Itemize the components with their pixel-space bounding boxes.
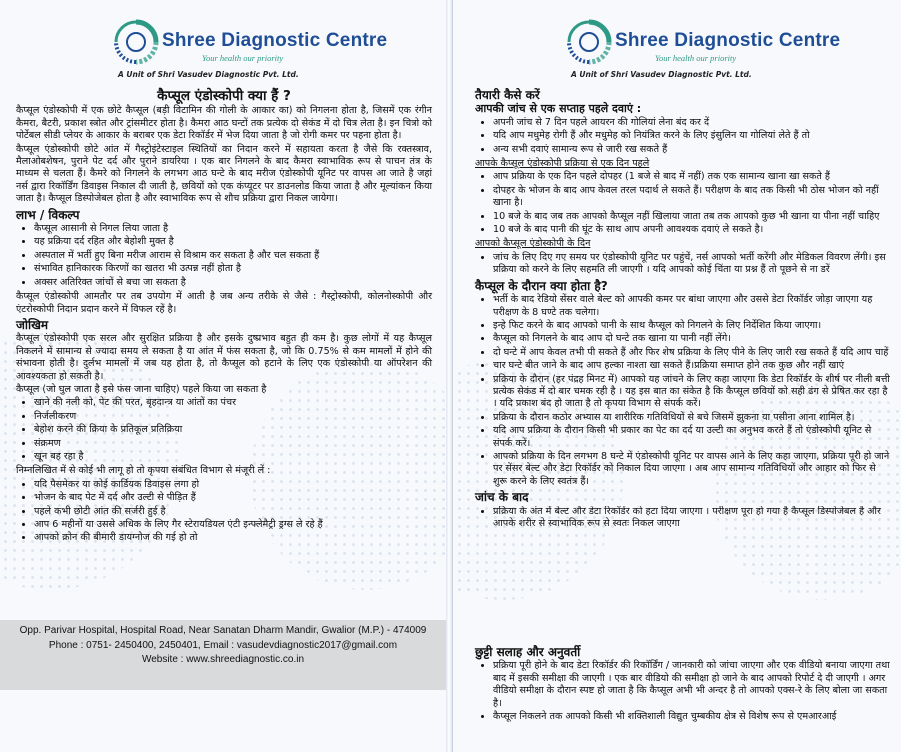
brand-tagline: Your health our priority	[655, 53, 737, 63]
risks-lead: कैप्सूल (जो घुल जाता है इसे फंस जाना चाहिए) पहले किया जा सकता है	[16, 383, 267, 395]
logo-icon	[112, 18, 160, 66]
brand-unit: A Unit of Shri Vasudev Diagnostic Pvt. Ltd.	[571, 70, 752, 79]
intro-paragraph: कैप्सूल एंडोस्कोपी छोटे आंत में गैस्ट्रोइंटेस्टाइल स्थितियों का निदान करने में सहायता करता है जैसे कि रक्तस्त्राव, मैलाओबशेषन, पुराने पेट दर्द और पुराने डायरिया । एक बार निगलने के बाद कैमरा स्वाभाविक रूप से पाचन तंत्र के माध्यम से चलता हैं। कैमरे को निगलने के लगभग आठ घन्टे के बाद मरीज एंडोस्कोपी यूनिट पर वापस आ जाते है जहां नर्स द्वारा रिकॉर्डिंग डिवाइस निकाल दी जाती है, छवियों को एक कंप्यूटर पर डाउनलोड किया जाता है और मूल्यांकन किया जाता है। कैप्सूल डिस्पोजेबल होता है और स्वाभाविक रूप से शौच प्रक्रिया द्वारा निकल जायेगा।	[16, 143, 432, 205]
logo-icon	[565, 18, 613, 66]
page-title: कैप्सूल एंडोस्कोपी क्या हैं ?	[157, 88, 291, 104]
benefits-heading: लाभ / विकल्प	[16, 207, 80, 222]
list-item: • कैप्सूल आसानी से निगल लिया जाता है	[34, 223, 432, 235]
contra-list	[16, 479, 432, 545]
benefits-list	[16, 223, 432, 289]
list-item: • 10 बजे के बाद पानी की घूंट के साथ आप अपनी आवश्यक दवाएं ले सकते है।	[493, 224, 892, 236]
list-item: • प्रक्रिया के दौरान कठोर अभ्यास या शारीरिक गतिविधियों से बचे जिसमें झुकना या पसीना आना शामिल है।	[493, 412, 892, 424]
right-page	[452, 0, 901, 752]
list-item: • पहले कभी छोटी आंत की सर्जरी हुई है	[34, 506, 432, 518]
left-page	[0, 0, 447, 752]
brand	[162, 30, 387, 63]
list-item: • चार घन्टे बीत जाने के बाद आप हल्का नाश्ता खा सकते हैं।प्रक्रिया समाप्त होने तक कुछ और नहीं खाएं	[493, 360, 892, 372]
list-item: • अन्य सभी दवाएं सामान्य रूप से जारी रख सकते हैं	[493, 144, 892, 156]
list-item: • आप प्रक्रिया के एक दिन पहले दोपहर (1 बजे से बाद में नहीं) तक एक सामान्य खाना खा सकते हैं	[493, 171, 892, 183]
list-item: • अस्पताल में भर्ती हुए बिना मरीज आराम से विश्राम कर सकता है और चल सकता हैं	[34, 250, 432, 262]
day-of-list	[475, 252, 892, 277]
after-list	[475, 506, 892, 530]
list-item: • संक्रमण	[34, 438, 432, 450]
day-of-heading: आपको कैप्सूल एंडोस्कोपी के दिन	[475, 238, 591, 250]
discharge-heading: छुट्टी सलाह और अनुवर्ती	[475, 645, 581, 659]
brand-unit: A Unit of Shri Vasudev Diagnostic Pvt. Ltd.	[118, 70, 299, 79]
list-item: • प्रक्रिया के दौरान (हर पंद्रह मिनट में) आपको यह जांचने के लिए कहा जाएगा कि डेटा रिकॉर्डर के शीर्ष पर नीली बत्ती प्रत्येक सेकंड में दो बार चमक रही है । यह इस बात का संकेत है कि कैप्सूल छवियों को सही ढंग से प्रेषित कर रहा है । यदि प्रकाश बंद हो जाता है तो कृपया विभाग से संपर्क करें।	[493, 374, 892, 411]
list-item: • खून बह रहा है	[34, 451, 432, 463]
list-item: • निर्जलीकरण	[34, 411, 432, 423]
list-item: • इन्हे फिट करने के बाद आपको पानी के साथ कैप्सूल को निगलने के लिए निर्देशित किया जाएगा।	[493, 320, 892, 332]
prep-heading: तैयारी कैसे करें	[475, 88, 540, 102]
list-item: • यह प्रक्रिया दर्द रहित और बेहोशी मुक्त है	[34, 236, 432, 248]
during-heading: कैप्सूल के दौरान क्या होता है?	[475, 278, 608, 293]
list-item: • संभावित हानिकारक किरणों का खतरा भी उत्पन्न नहीं होता है	[34, 263, 432, 275]
brand-name: Shree Diagnostic Centre	[615, 30, 841, 51]
day-before-list	[475, 171, 892, 236]
discharge-section	[453, 643, 901, 725]
header	[453, 0, 901, 88]
list-item: • अपनी जांच से 7 दिन पहले आयरन की गोलियां लेना बंद कर दें	[493, 117, 892, 129]
list-item: • जांच के लिए दिए गए समय पर एंडोस्कोपी यूनिट पर पहुंचें, नर्स आपको भर्ती करेंगी और मेडिकल विवरण लेंगी। इस प्रक्रिया को करने के लिए सहमति ली जाएगी । यदि आपको कोई चिंता या प्रश्न हैं तो पूछने से ना डरें	[493, 252, 892, 277]
list-item: • 10 बजे के बाद जब तक आपको कैप्सूल नहीं खिलाया जाता तब तक आपको कुछ भी खाना या पीना नहीं चाहिए	[493, 211, 892, 223]
day-before-heading: आपके कैप्सूल एंडोस्कोपी प्रक्रिया से एक दिन पहले	[475, 158, 650, 170]
list-item: • आपको प्रक्रिया के दिन लगभग 8 घन्टे में एंडोस्कोपी यूनिट पर वापस आने के लिए कहा जाएगा, प्रक्रिया पूरी हो जाने पर सेंसर बेल्ट और डेटा रिकॉर्डर को निकाल दिया जाएगा । अब आप सामान्य गतिविधियों और आहार को फिर से शुरू करने के लिए स्वतंत्र हैं।	[493, 451, 892, 488]
contact-footer	[0, 620, 446, 690]
during-list	[475, 294, 892, 488]
list-item: • आपको क्रोन की बीमारी डायग्नोज की गई हो तो	[34, 532, 432, 544]
list-item: • भोजन के बाद पेट में दर्द और उल्टी से पीड़ित हैं	[34, 492, 432, 504]
after-heading: जांच के बाद	[475, 490, 529, 505]
list-item: • खाने की नली को, पेट की परत, बृहदान्त्र या आंतों का पंचर	[34, 397, 432, 409]
risks-heading: जोखिम	[16, 317, 49, 332]
list-item: • कैप्सूल को निगलने के बाद आप दो घन्टे तक खाना या पानी नहीं लेंगे।	[493, 333, 892, 345]
footer-phone: Phone : 0751- 2450400, 2450401, Email : vasudevdiagnostic2017@gmail.com	[48, 639, 398, 651]
brand	[615, 30, 840, 63]
header	[0, 0, 446, 88]
left-content	[0, 90, 446, 545]
risks-paragraph: कैप्सूल एंडोस्कोपी एक सरल और सुरक्षित प्रक्रिया है और इसके दुष्प्रभाव बहुत ही कम है। कुछ लोगों में यह कैप्सूल निकलने में सामान्य से ज्यादा समय ले सकता है या आंत में फंस सकता है, जो कि 0.75% से कम मामलों में होने की संभावना होती है। दुर्लभ मामलों में जब यह होता है, तो कैप्सूल को हटाने के लिए एक एंडोस्कोपी या ऑपरेशन की आवश्यकता हो सकती है।	[16, 333, 432, 382]
discharge-list	[475, 660, 892, 723]
footer-address: Opp. Parivar Hospital, Hospital Road, Near Sanatan Dharm Mandir, Gwalior (M.P.) - 474009	[19, 625, 427, 636]
list-item: • यदि आप मधुमेह रोगी हैं और मधुमेह को नियंत्रित करने के लिए इंसुलिन या गोलियां लेते हैं तो	[493, 130, 892, 142]
list-item: • प्रक्रिया के अंत में बेल्ट और डेटा रिकॉर्डर को हटा दिया जाएगा । परीक्षण पूरा हो गया है कैप्सूल डिस्पोजेबल है और आपके शरीर से स्वाभाविक रूप से स्वतः निकल जाएगा	[493, 506, 892, 530]
week-list	[475, 117, 892, 156]
list-item: • दोपहर के भोजन के बाद आप केवल तरल पदार्थ ले सकते हैं। परीक्षण के बाद तक किसी भी ठोस भोजन को नहीं खाना है।	[493, 185, 892, 210]
list-item: • यदि आप प्रक्रिया के दौरान किसी भी प्रकार का पेट का दर्द या उल्टी का अनुभव करते हैं तो एंडोस्कोपी यूनिट से संपर्क करें।	[493, 425, 892, 450]
risks-list	[16, 397, 432, 463]
list-item: • आप 6 महीनों या उससे अधिक के लिए गैर स्टेरायडियल एंटी इन्फ्लेमैट्री ड्रग्स ले रहे हैं	[34, 519, 432, 531]
footer-website: Website : www.shreediagnostic.co.in	[141, 654, 305, 665]
brand-tagline: Your health our priority	[202, 53, 284, 63]
list-item: • बेहोश करने की क्रिया के प्रतिकूल प्रतिक्रिया	[34, 424, 432, 436]
list-item: • प्रक्रिया पूरी होने के बाद डेटा रिकॉर्डर की रिकॉर्डिंग / जानकारी को जांचा जाएगा और एक वीडियो बनाया जाएगा तथा बाद में इसकी समीक्षा की जाएगी । एक बार वीडियो की समीक्षा हो जाने के बाद आपको रिपोर्ट दे दी जाएगी । अगर वीडियो समीक्षा के दौरान स्पष्ट हो जाता है कि कैप्सूल अभी भी अन्दर है तो आपको एक्स-रे के लिए बोला जा सकता है।	[493, 660, 892, 710]
list-item: • यदि पैसमेकर या कोई कार्डियक डिवाइस लगा हो	[34, 479, 432, 491]
right-content	[453, 86, 901, 532]
contra-lead: निम्नलिखित में से कोई भी लागू हो तो कृपया संबंधित विभाग से मंजूरी लें :	[16, 465, 271, 477]
list-item: • कैप्सूल निकलने तक आपको किसी भी शक्तिशाली विद्युत चुम्बकीय क्षेत्र से विशेष रूप से एमआरआई	[493, 711, 892, 723]
brand-name: Shree Diagnostic Centre	[162, 30, 388, 51]
list-item: • भर्ती के बाद रेडियो सेंसर वाले बेल्ट को आपकी कमर पर बांधा जाएगा और उससे डेटा रिकॉर्डर जोड़ा जाएगा यह परीक्षण के 8 घण्टे तक चलेगा।	[493, 294, 892, 319]
intro-paragraph: कैप्सूल एंडोस्कोपी में एक छोटे कैप्सूल (बड़ी विटामिन की गोली के आकार का) को निगलना होता है, जिसमें एक रंगीन कैमरा, बैटरी, प्रकाश स्त्रोत और ट्रांसमीटर होता है। कैमरा आठ घन्टों तक प्रत्येक दो सेकंड में दो चित्र लेता है। इन चित्रो को पोर्टेबल सीडी प्लेयर के आकार के बराबर एक डेटा रिकॉर्डर में भेज दिया जाता है जो रोगी कमर पर पहना होता है।	[16, 105, 432, 142]
list-item: • दो घन्टे में आप केवल तभी पी सकते हैं और फिर शेष प्रक्रिया के लिए पीने के लिए जारी रख सकते हैं यदि आप चाहें	[493, 347, 892, 359]
benefits-note: कैप्सूल एंडोस्कोपी आमतौर पर तब उपयोग में आती है जब अन्य तरीके से जैसे : गैस्ट्रोस्कोपी, कोलनोस्कोपी और एंटरोस्कोपी निदान प्रदान करने में विफल रहें है।	[16, 291, 432, 315]
week-heading: आपकी जांच से एक सप्ताह पहले दवाएं :	[475, 102, 642, 116]
list-item: • अक्सर अतिरिक्त जांचों से बचा जा सकता है	[34, 277, 432, 289]
